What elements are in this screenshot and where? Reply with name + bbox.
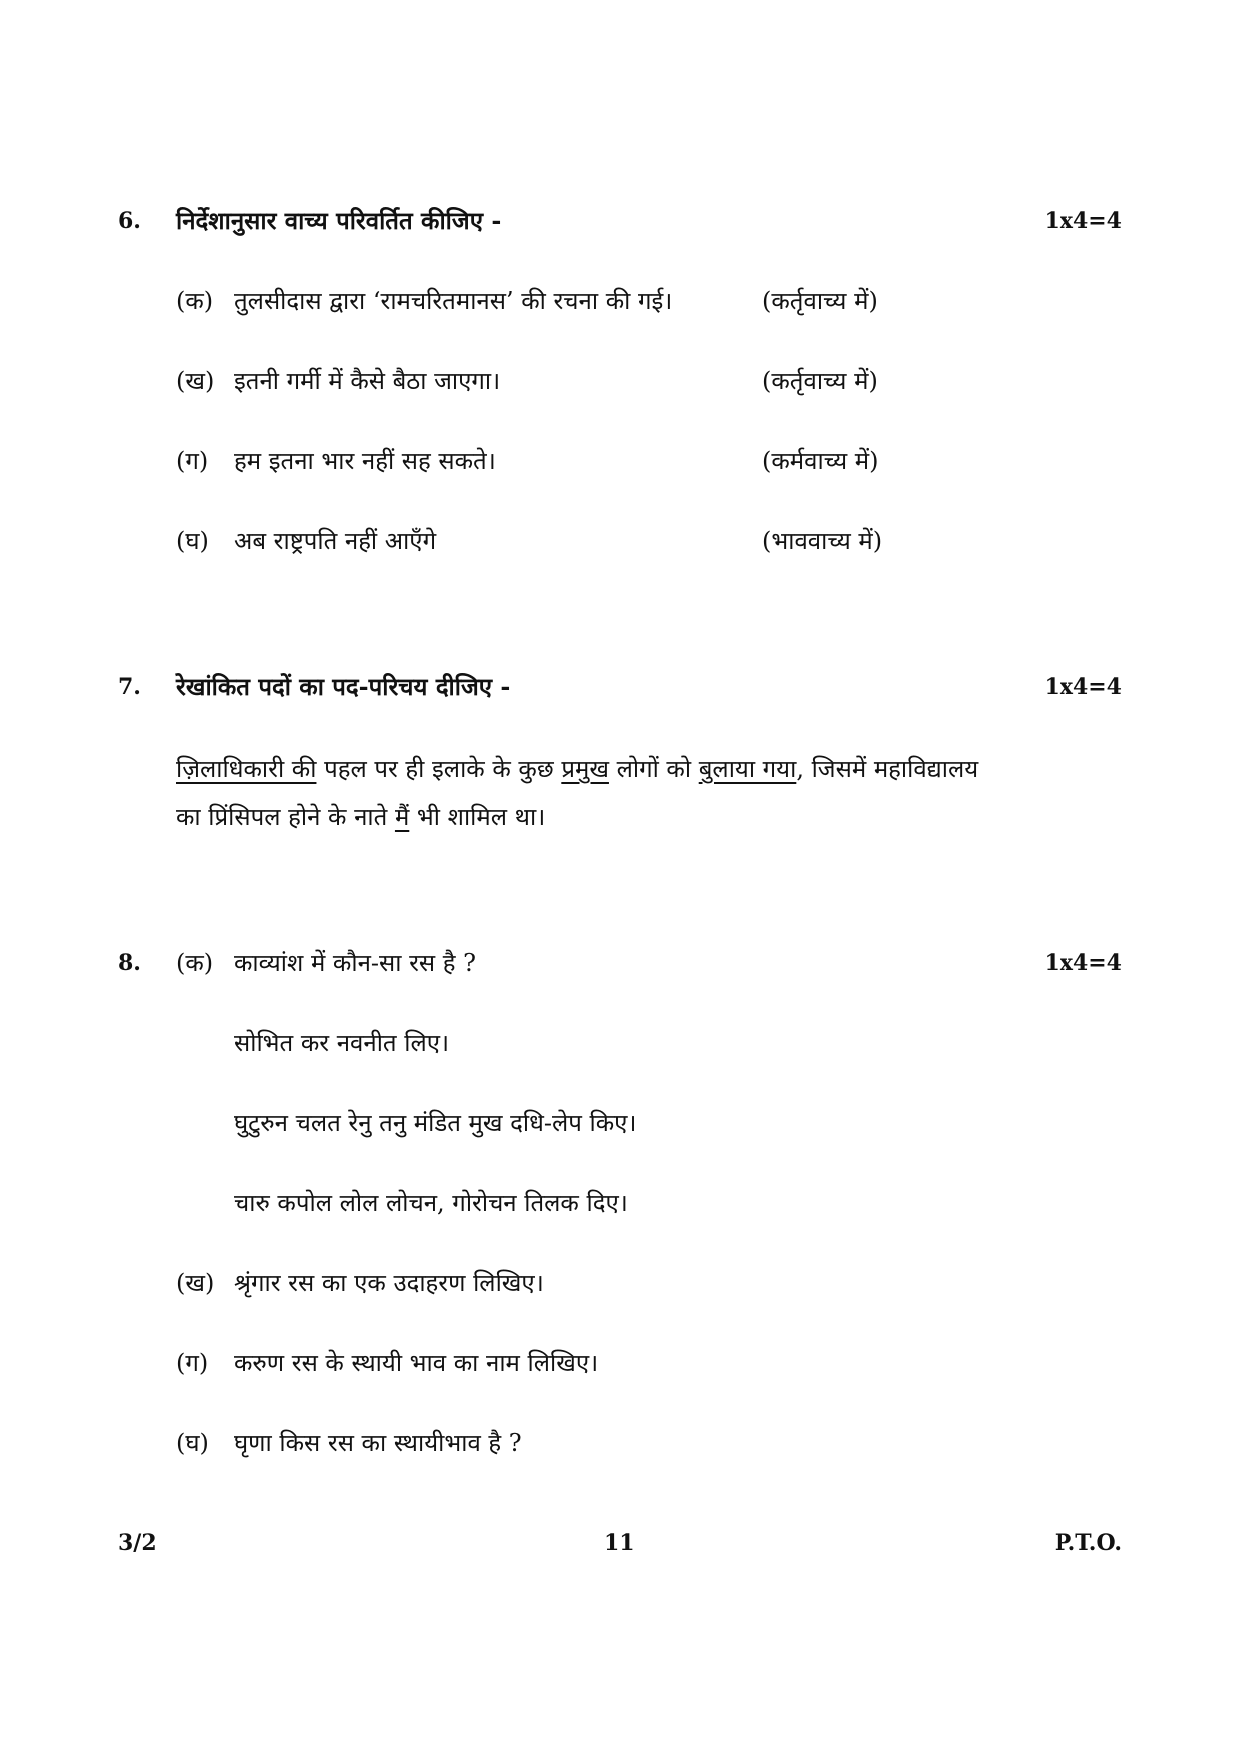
q8-item-a-label: (क): [176, 949, 214, 977]
q6-item-d-direction: (भाववाच्य में): [762, 527, 883, 555]
q8-verse-line-1: सोभित कर नवनीत लिए।: [234, 1029, 450, 1057]
q8-item-c-label: (ग): [176, 1349, 209, 1377]
q8-item-b-label: (ख): [176, 1269, 215, 1297]
q7-passage-line-2: [176, 800, 545, 833]
question-6-marks: 1x4=4: [1044, 208, 1122, 234]
q6-item-c-label: (ग): [176, 447, 209, 475]
question-7-number: 7.: [118, 674, 141, 700]
q6-item-d-label: (घ): [176, 527, 209, 555]
q6-item-a-direction: (कर्तृवाच्य में): [762, 287, 878, 315]
question-6-title: निर्देशानुसार वाच्य परिवर्तित कीजिए -: [176, 206, 502, 235]
q6-item-b-text: इतनी गर्मी में कैसे बैठा जाएगा।: [234, 367, 501, 395]
q8-verse-line-2: घुटुरुन चलत रेनु तनु मंडित मुख दधि-लेप किए।: [234, 1109, 637, 1137]
q8-item-d-label: (घ): [176, 1429, 209, 1457]
question-7-marks: 1x4=4: [1044, 674, 1122, 700]
page-number: 11: [604, 1530, 635, 1556]
please-turn-over: P.T.O.: [1054, 1530, 1122, 1556]
q7-passage-line-1: [176, 752, 978, 785]
underlined-term-2: प्रमुख: [561, 755, 609, 783]
q6-item-b-direction: (कर्तृवाच्य में): [762, 367, 878, 395]
q6-item-b-label: (ख): [176, 367, 215, 395]
passage-text: लोगों को: [608, 755, 699, 783]
passage-text: भी शामिल था।: [409, 803, 546, 831]
passage-text: पहल पर ही इलाके के कुछ: [316, 755, 562, 783]
q8-item-d-text: घृणा किस रस का स्थायीभाव है ?: [234, 1429, 522, 1457]
underlined-term-4: मैं: [394, 803, 410, 831]
paper-code: 3/2: [118, 1530, 157, 1556]
q8-verse-line-3: चारु कपोल लोल लोचन, गोरोचन तिलक दिए।: [234, 1189, 628, 1217]
passage-text: का प्रिंसिपल होने के नाते: [176, 803, 395, 831]
question-7-title: रेखांकित पदों का पद-परिचय दीजिए -: [176, 672, 511, 701]
q6-item-a-text: तुलसीदास द्वारा ‘रामचरितमानस’ की रचना की गई।: [234, 287, 673, 315]
q6-item-c-direction: (कर्मवाच्य में): [762, 447, 879, 475]
underlined-term-1: ज़िलाधिकारी की: [176, 755, 317, 783]
question-8-number: 8.: [118, 950, 141, 976]
passage-text: , जिसमें महाविद्यालय: [796, 755, 979, 783]
q6-item-a-label: (क): [176, 287, 214, 315]
q8-item-c-text: करुण रस के स्थायी भाव का नाम लिखिए।: [234, 1349, 599, 1377]
underlined-term-3: बुलाया गया: [698, 755, 797, 783]
question-8-marks: 1x4=4: [1044, 950, 1122, 976]
q8-item-b-text: श्रृंगार रस का एक उदाहरण लिखिए।: [234, 1269, 544, 1297]
q8-item-a-text: काव्यांश में कौन-सा रस है ?: [234, 949, 476, 977]
q6-item-c-text: हम इतना भार नहीं सह सकते।: [234, 447, 496, 475]
q6-item-d-text: अब राष्ट्रपति नहीं आएँगे: [234, 527, 437, 555]
question-6-number: 6.: [118, 208, 141, 234]
